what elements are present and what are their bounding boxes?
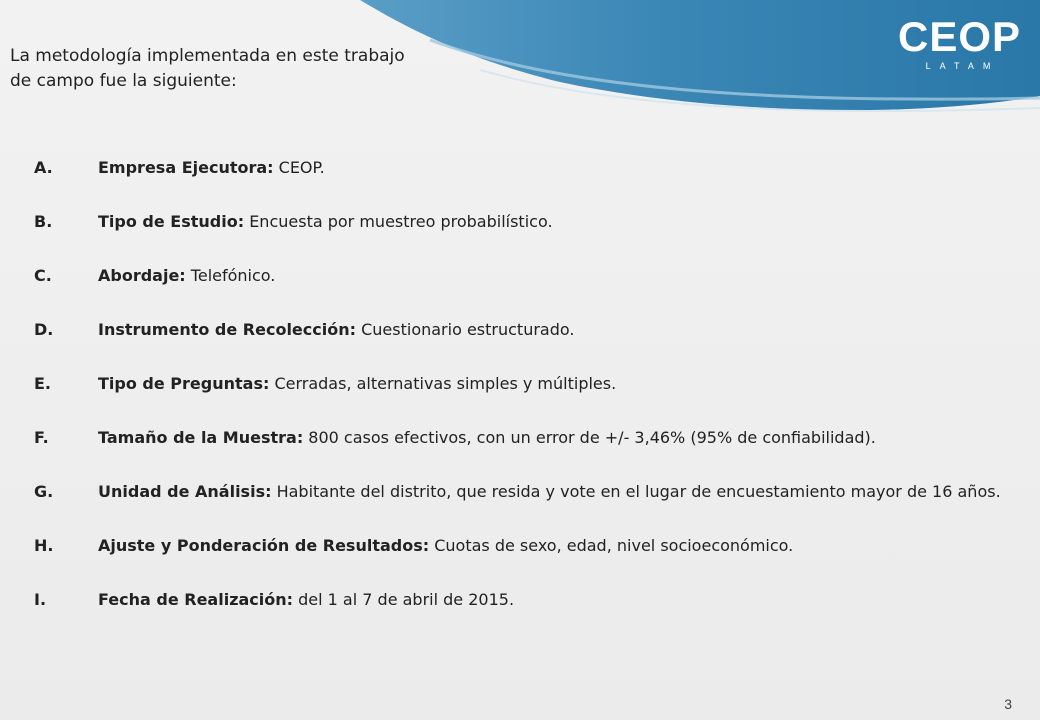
- item-letter: D.: [34, 320, 54, 339]
- item-label: Tipo de Estudio:: [98, 212, 245, 231]
- ceop-logo: [898, 13, 1022, 74]
- logo-wordmark: CEOP: [898, 13, 1022, 60]
- item-letter: B.: [34, 212, 53, 231]
- list-item: [34, 366, 1024, 401]
- list-item: [34, 528, 1024, 563]
- item-letter: G.: [34, 482, 54, 501]
- item-text: Cuotas de sexo, edad, nivel socioeconómico.: [429, 536, 794, 555]
- item-letter: F.: [34, 428, 49, 447]
- item-label: Tipo de Preguntas:: [98, 374, 270, 393]
- item-text: Encuesta por muestreo probabilístico.: [244, 212, 553, 231]
- list-item: [34, 582, 1024, 617]
- list-item: [34, 474, 1024, 509]
- item-text: Cuestionario estructurado.: [356, 320, 575, 339]
- item-letter: C.: [34, 266, 52, 285]
- intro-text: La metodología implementada en este trabajo de campo fue la siguiente:: [10, 46, 405, 91]
- item-letter: E.: [34, 374, 52, 393]
- logo-subtitle: LATAM: [925, 61, 1000, 71]
- methodology-list: [34, 150, 1024, 636]
- item-text: Cerradas, alternativas simples y múltiples.: [269, 374, 617, 393]
- list-item: [34, 312, 1024, 347]
- item-text: del 1 al 7 de abril de 2015.: [293, 590, 515, 609]
- list-item: [34, 204, 1024, 239]
- item-text: Habitante del distrito, que resida y vote en el lugar de encuestamiento mayor de 16 años.: [271, 482, 1001, 501]
- item-letter: I.: [34, 590, 47, 609]
- item-label: Empresa Ejecutora:: [98, 158, 274, 177]
- item-label: Instrumento de Recolección:: [98, 320, 357, 339]
- item-text: 800 casos efectivos, con un error de +/- 3,46% (95% de confiabilidad).: [303, 428, 876, 447]
- item-letter: H.: [34, 536, 54, 555]
- item-label: Unidad de Análisis:: [98, 482, 272, 501]
- item-label: Fecha de Realización:: [98, 590, 294, 609]
- item-text: CEOP.: [273, 158, 325, 177]
- item-label: Abordaje:: [98, 266, 186, 285]
- list-item: [34, 420, 1024, 455]
- list-item: [34, 258, 1024, 293]
- item-label: Tamaño de la Muestra:: [98, 428, 304, 447]
- list-item: [34, 150, 1024, 185]
- item-text: Telefónico.: [185, 266, 276, 285]
- page-number: 3: [1004, 696, 1012, 712]
- item-label: Ajuste y Ponderación de Resultados:: [98, 536, 430, 555]
- item-letter: A.: [34, 158, 53, 177]
